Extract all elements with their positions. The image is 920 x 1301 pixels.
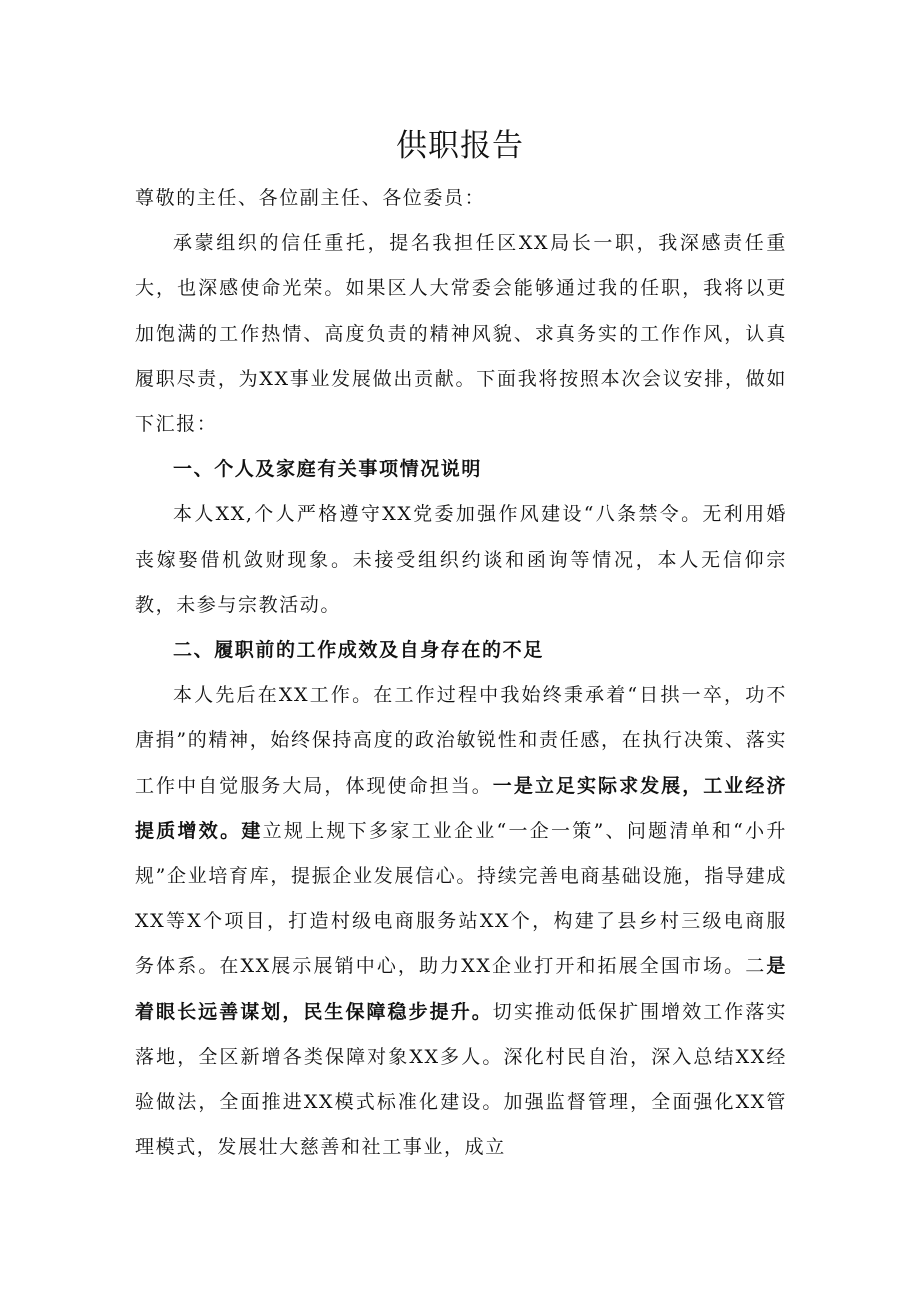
document-title: 供职报告 bbox=[396, 128, 524, 164]
section-2-paragraph bbox=[135, 673, 787, 1170]
document-body bbox=[135, 176, 787, 1170]
section-1-paragraph: 本人XX,个人严格遵守XX党委加强作风建设“八条禁令。无利用婚丧嫁娶借机敛财现象。未接受组织约谈和函询等情况，本人无信仰宗教，未参与宗教活动。 bbox=[135, 503, 787, 616]
section-2-heading: 二、履职前的工作成效及自身存在的不足 bbox=[173, 639, 544, 662]
section-2-bold-point-2: 是着眼长远善谋划，民生保障稳步提升。 bbox=[135, 955, 787, 1023]
section-2-text-start: 本人先后在XX工作。在工作过程中我始终秉承着“日拱一卒，功不唐捐”的精神，始终保持高度的政治敏锐性和责任感，在执行决策、落实工作中自觉服务大局，体现使命担当。 bbox=[135, 684, 787, 797]
intro-paragraph: 承蒙组织的信任重托，提名我担任区XX局长一职，我深感责任重大，也深感使命光荣。如果区人大常委会能够通过我的任职，我将以更加饱满的工作热情、高度负责的精神风貌、求真务实的工作作风，认真履职尽责，为XX事业发展做出贡献。下面我将按照本次会议安排，做如下汇报： bbox=[135, 232, 787, 436]
salutation: 尊敬的主任、各位副主任、各位委员： bbox=[135, 187, 486, 209]
section-1-heading: 一、个人及家庭有关事项情况说明 bbox=[173, 458, 483, 481]
section-2-text-end: 切实推动低保扩围增效工作落实落地，全区新增各类保障对象XX多人。深化村民自治，深入总结XX经验做法，全面推进XX模式标准化建设。加强监督管理，全面强化XX管理模式，发展壮大慈善和社工事业，成立 bbox=[135, 1000, 788, 1159]
section-2-text-middle: 立规上规下多家工业企业“一企一策”、问题清单和“小升规”企业培育库，提振企业发展信心。持续完善电商基础设施，指导建成XX等X个项目，打造村级电商服务站XX个，构建了县乡村三级电商服务体系。在XX展示展销中心，助力XX企业打开和拓展全国市场。二 bbox=[135, 819, 787, 978]
section-2-bold-point-1: 一是立足实际求发展，工业经济提质增效。建 bbox=[135, 774, 788, 842]
